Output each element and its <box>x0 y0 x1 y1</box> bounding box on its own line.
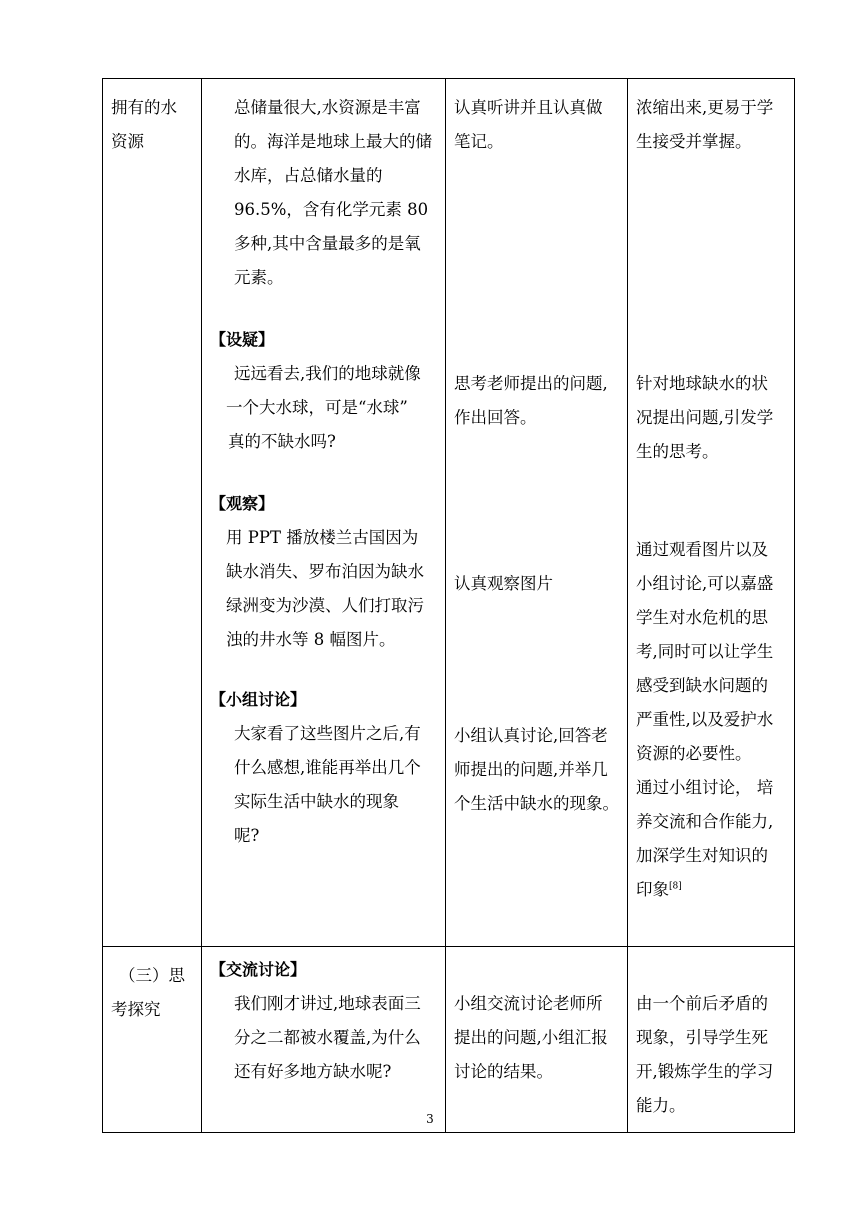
text-line: 元素。 <box>234 268 284 287</box>
text-line: 讨论的结果。 <box>454 1062 553 1081</box>
text-line: 小组交流讨论老师所 <box>454 994 603 1013</box>
lesson-plan-table <box>102 78 795 1133</box>
intro-text <box>210 91 439 295</box>
text-line: 浊的井水等 8 幅图片。 <box>226 630 396 649</box>
intent-c <box>636 533 790 771</box>
text-line: 小组认真讨论,回答老 <box>454 726 608 745</box>
text-line: 严重性,以及爱护水 <box>636 710 774 729</box>
text-line: 学生对水危机的思 <box>636 608 768 627</box>
text-line: 真的不缺水吗? <box>228 432 336 451</box>
text-line: 由一个前后矛盾的 <box>636 994 768 1013</box>
section-heading-observe: 【观察】 <box>210 494 275 513</box>
text-line: 个生活中缺水的现象。 <box>454 794 619 813</box>
text-line: 什么感想,谁能再举出几个 <box>234 758 421 777</box>
text-line: 认真听讲并且认真做 <box>454 98 603 117</box>
text-line: 思考老师提出的问题, <box>454 374 608 393</box>
text-line: 实际生活中缺水的现象 <box>234 792 399 811</box>
page-number: 3 <box>426 1112 434 1126</box>
text-line: 能力。 <box>636 1096 686 1115</box>
text-line: 一个大水球，可是“水球” <box>226 398 408 417</box>
teacher-activity-cell <box>202 947 446 1133</box>
text-line: 远远看去,我们的地球就像 <box>234 364 421 383</box>
text-line: 还有好多地方缺水呢? <box>234 1062 392 1081</box>
student-activity-cell <box>446 947 628 1133</box>
text-line: 认真观察图片 <box>454 574 553 593</box>
text-line: 提出的问题,小组汇报 <box>454 1028 608 1047</box>
student-c <box>454 567 623 601</box>
text-line: 分之二都被水覆盖,为什么 <box>234 1028 421 1047</box>
table-row <box>103 79 795 947</box>
text-line: 加深学生对知识的 <box>636 846 768 865</box>
text-line: 养交流和合作能力, <box>636 812 774 831</box>
stage-line: 资源 <box>111 132 144 151</box>
intent-a <box>636 91 790 159</box>
text-line: 资源的必要性。 <box>636 744 752 763</box>
stage-line: （三）思 <box>119 966 185 985</box>
text-line: 师提出的问题,并举几 <box>454 760 608 779</box>
text-line: 总储量很大,水资源是丰富 <box>234 98 421 117</box>
text-line: 感受到缺水问题的 <box>636 676 768 695</box>
text-line: 针对地球缺水的状 <box>636 374 768 393</box>
student-activity-cell <box>446 79 628 947</box>
text-line: 现象，引导学生死 <box>636 1028 768 1047</box>
text-line: 呢? <box>234 826 260 845</box>
student-d <box>454 719 623 821</box>
design-intent-cell <box>628 79 795 947</box>
section-heading-question: 【设疑】 <box>210 330 275 349</box>
design-intent-cell <box>628 947 795 1133</box>
text-fragment: 印象 <box>636 880 669 899</box>
stage-cell <box>103 947 202 1133</box>
text-line: 通过观看图片以及 <box>636 540 768 559</box>
text-line: 笔记。 <box>454 132 504 151</box>
observe-text <box>210 521 439 657</box>
text-line: 大家看了这些图片之后,有 <box>234 724 421 743</box>
text-line: 缺水消失、罗布泊因为缺水 <box>226 562 424 581</box>
text-line: 开,锻炼学生的学习 <box>636 1062 774 1081</box>
teacher-activity-cell <box>202 79 446 947</box>
citation-reference: [8] <box>669 881 682 892</box>
question-text <box>210 357 439 459</box>
text-line: 考,同时可以让学生 <box>636 642 774 661</box>
stage-line: 拥有的水 <box>111 98 177 117</box>
section-heading-group: 【小组讨论】 <box>210 690 307 709</box>
text-line: 96.5%，含有化学元素 80 <box>234 200 429 219</box>
intent-d <box>636 771 790 907</box>
text-line: 水库，占总储水量的 <box>234 166 383 185</box>
discussion-text <box>210 987 439 1089</box>
text-line: 浓缩出来,更易于学 <box>636 98 774 117</box>
text-line: 多种,其中含量最多的是氧 <box>234 234 421 253</box>
text-line: 绿洲变为沙漠、人们打取污 <box>226 596 424 615</box>
text-line: 通过小组讨论， 培 <box>636 778 774 797</box>
group-text <box>210 717 439 853</box>
text-line: 小组讨论,可以嘉盛 <box>636 574 774 593</box>
text-line: 生接受并掌握。 <box>636 132 752 151</box>
text-line: 作出回答。 <box>454 408 537 427</box>
text-line: 用 PPT 播放楼兰古国因为 <box>226 528 419 547</box>
text-line: 生的思考。 <box>636 442 719 461</box>
intent-b <box>636 367 790 469</box>
student-b <box>454 367 623 435</box>
stage-cell <box>103 79 202 947</box>
student-a <box>454 91 623 159</box>
text-line <box>636 873 790 907</box>
section-heading-discussion: 【交流讨论】 <box>210 960 307 979</box>
stage-line: 考探究 <box>111 1000 161 1019</box>
text-line: 的。海洋是地球上最大的储 <box>234 132 432 151</box>
text-line: 况提出问题,引发学 <box>636 408 774 427</box>
text-line: 我们刚才讲过,地球表面三 <box>234 994 421 1013</box>
table-row <box>103 947 795 1133</box>
